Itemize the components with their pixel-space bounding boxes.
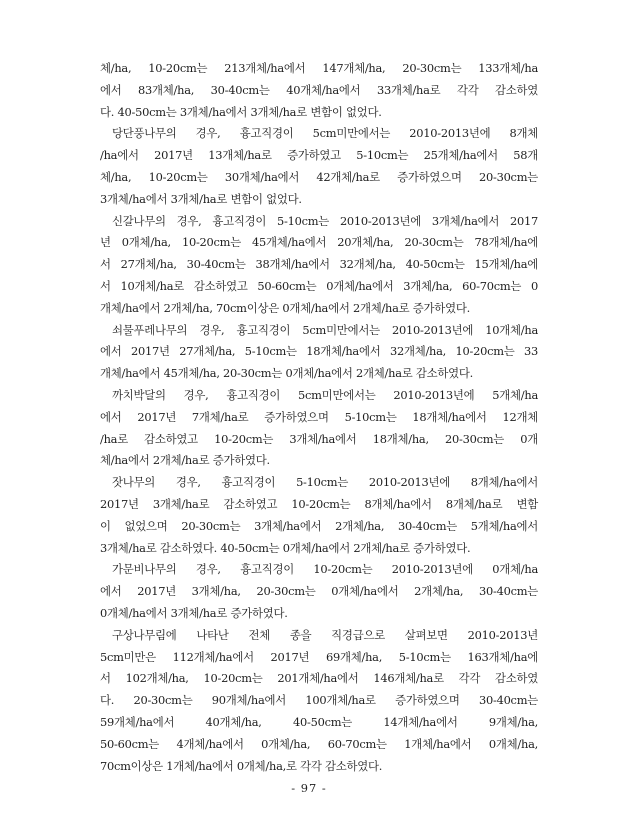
paragraph-start-line: 신갈나무의 경우, 흉고직경이 5-10cm는 2010-2013년에 3개체/ha에서 2017: [112, 213, 538, 228]
text-line: 2017년 3개체/ha로 감소하였고 10-20cm는 8개체/ha에서 8개체/ha로 변함: [100, 496, 538, 511]
text-line: 다. 40-50cm는 3개체/ha에서 3개체/ha로 변함이 없었다.: [100, 104, 382, 119]
text-line: 59개체/ha에서 40개체/ha, 40-50cm는 14개체/ha에서 9개체/ha,: [100, 714, 538, 729]
text-line: 다. 20-30cm는 90개체/ha에서 100개체/ha로 증가하였으며 30-40cm는: [100, 693, 538, 708]
paragraph-start-line: 쇠물푸레나무의 경우, 흉고직경이 5cm미만에서는 2010-2013년에 10개체/ha: [112, 322, 538, 337]
text-line: 에서 2017년 3개체/ha, 20-30cm는 0개체/ha에서 2개체/ha, 30-40cm는: [100, 584, 538, 599]
text-line: 에서 2017년 7개체/ha로 증가하였으며 5-10cm는 18개체/ha에서 12개체: [100, 409, 538, 424]
text-line: 서 10개체/ha로 감소하였고 50-60cm는 0개체/ha에서 3개체/ha, 60-70cm는 0: [100, 278, 538, 293]
text-line: 70cm이상은 1개체/ha에서 0개체/ha,로 각각 감소하였다.: [100, 758, 383, 773]
text-line: 50-60cm는 4개체/ha에서 0개체/ha, 60-70cm는 1개체/ha에서 0개체/ha,: [100, 736, 538, 751]
text-line: /ha에서 2017년 13개체/ha로 증가하였고 5-10cm는 25개체/ha에서 58개: [100, 148, 538, 163]
text-line: 개체/ha에서 2개체/ha, 70cm이상은 0개체/ha에서 2개체/ha로 증가하였다.: [100, 300, 470, 315]
text-line: 3개체/ha로 감소하였다. 40-50cm는 0개체/ha에서 2개체/ha로 증가하였다.: [100, 540, 471, 555]
paragraph-start-line: 당단풍나무의 경우, 흉고직경이 5cm미만에서는 2010-2013년에 8개체: [112, 126, 538, 141]
text-line: 서 27개체/ha, 30-40cm는 38개체/ha에서 32개체/ha, 40-50cm는 15개체/ha에: [100, 257, 538, 272]
text-line: 5cm미만은 112개체/ha에서 2017년 69개체/ha, 5-10cm는 163개체/ha에: [100, 649, 538, 664]
text-line: 체/ha에서 2개체/ha로 증가하였다.: [100, 453, 270, 468]
body-text: [100, 58, 538, 777]
paragraph-start-line: 가문비나무의 경우, 흉고직경이 10-20cm는 2010-2013년에 0개체/ha: [112, 562, 538, 577]
text-line: 개체/ha에서 45개체/ha, 20-30cm는 0개체/ha에서 2개체/ha로 감소하였다.: [100, 366, 474, 381]
text-line: 0개체/ha에서 3개체/ha로 증가하였다.: [100, 605, 288, 620]
text-line: /ha로 감소하였고 10-20cm는 3개체/ha에서 18개체/ha, 20-30cm는 0개: [100, 431, 538, 446]
text-line: 서 102개체/ha, 10-20cm는 201개체/ha에서 146개체/ha로 각각 감소하였: [100, 671, 538, 686]
text-line: 년 0개체/ha, 10-20cm는 45개체/ha에서 20개체/ha, 20-30cm는 78개체/ha에: [100, 235, 538, 250]
paragraph-start-line: 구상나무림에 나타난 전체 종을 직경급으로 살펴보면 2010-2013년: [112, 627, 538, 642]
paragraph-start-line: 까치박달의 경우, 흉고직경이 5cm미만에서는 2010-2013년에 5개체/ha: [112, 387, 538, 402]
text-line: 체/ha, 10-20cm는 30개체/ha에서 42개체/ha로 증가하였으며 20-30cm는: [100, 169, 538, 184]
text-line: 에서 2017년 27개체/ha, 5-10cm는 18개체/ha에서 32개체/ha, 10-20cm는 33: [100, 344, 538, 359]
text-line: 3개체/ha에서 3개체/ha로 변함이 없었다.: [100, 191, 302, 206]
text-line: 이 없었으며 20-30cm는 3개체/ha에서 2개체/ha, 30-40cm는 5개체/ha에서: [100, 518, 538, 533]
text-line: 에서 83개체/ha, 30-40cm는 40개체/ha에서 33개체/ha로 각각 감소하였: [100, 82, 538, 97]
paragraph-start-line: 잣나무의 경우, 흉고직경이 5-10cm는 2010-2013년에 8개체/ha에서: [112, 475, 538, 490]
text-line: 체/ha, 10-20cm는 213개체/ha에서 147개체/ha, 20-30cm는 133개체/ha: [100, 61, 538, 75]
page-number: - 97 -: [291, 781, 327, 795]
